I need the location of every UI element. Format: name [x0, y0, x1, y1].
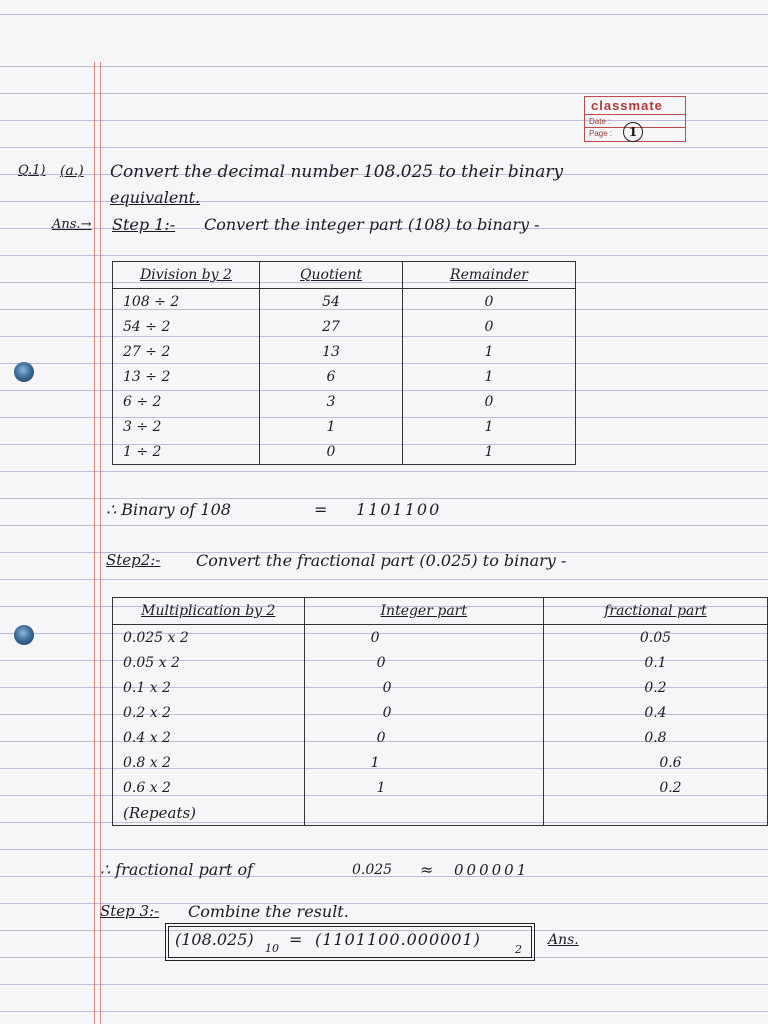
table-row: [113, 625, 768, 651]
table-row: [113, 650, 768, 675]
binary-108-value: 1101100: [356, 500, 442, 519]
step2-text: Convert the fractional part (0.025) to binary -: [196, 551, 567, 570]
table-cell: 1: [304, 775, 543, 800]
decimal-base-subscript: 10: [265, 942, 279, 955]
fractional-result-value: 000001: [454, 861, 530, 879]
final-equals: =: [289, 930, 303, 949]
binder-hole-bottom: [14, 625, 34, 645]
column-header: Multiplication by 2: [113, 598, 305, 625]
column-header: Remainder: [403, 262, 576, 289]
fractional-result-number: 0.025: [352, 862, 393, 878]
final-binary: (1101100.000001): [315, 930, 481, 949]
table-cell: 0: [403, 389, 576, 414]
table-cell: 0.2 x 2: [113, 700, 305, 725]
table-cell: 0.1 x 2: [113, 675, 305, 700]
table-cell: 0.6 x 2: [113, 775, 305, 800]
table-cell: 13 ÷ 2: [113, 364, 260, 389]
table-cell: 0: [304, 700, 543, 725]
table-cell: 6: [260, 364, 403, 389]
question-number: Q.1): [18, 163, 46, 178]
table-cell: 13: [260, 339, 403, 364]
table-cell: 0: [304, 675, 543, 700]
page-number: 1: [623, 122, 643, 142]
table-row: [113, 289, 576, 315]
fractional-result-label: ∴ fractional part of: [100, 860, 254, 879]
table-row: [113, 775, 768, 800]
notebook-header-box: [584, 96, 686, 142]
step3-label: Step 3:-: [100, 902, 160, 920]
table-cell: 1: [304, 750, 543, 775]
table-cell: 3 ÷ 2: [113, 414, 260, 439]
column-header: Division by 2: [113, 262, 260, 289]
brand-logo: classmate: [585, 97, 685, 115]
table-cell: 1: [403, 364, 576, 389]
table-cell: 0: [403, 314, 576, 339]
table-row: [113, 700, 768, 725]
answer-mark: Ans.: [548, 932, 579, 948]
table-header-row: [113, 262, 576, 289]
table-cell: 0: [260, 439, 403, 465]
table-cell: 0.05: [543, 625, 767, 651]
table-cell: 54: [260, 289, 403, 315]
question-text-line1: Convert the decimal number 108.025 to their binary: [110, 162, 564, 182]
page-label: Page :: [589, 129, 613, 138]
table-cell: 1: [260, 414, 403, 439]
table-cell: 3: [260, 389, 403, 414]
table-cell: 1: [403, 339, 576, 364]
table-row: [113, 364, 576, 389]
table-cell: 0.4 x 2: [113, 725, 305, 750]
table-cell: 0: [304, 625, 543, 651]
final-decimal: (108.025): [175, 930, 254, 949]
date-label: Date :: [589, 117, 611, 126]
division-table: [112, 261, 576, 465]
step3-text: Combine the result.: [188, 902, 349, 921]
table-cell: 0.8: [543, 725, 767, 750]
column-header: Integer part: [304, 598, 543, 625]
table-cell: 0.8 x 2: [113, 750, 305, 775]
margin-line-outer: [94, 62, 95, 1024]
question-part: (a.): [60, 163, 84, 179]
table-row: [113, 339, 576, 364]
binder-hole-top: [14, 362, 34, 382]
step1-label: Step 1:-: [112, 215, 176, 234]
table-cell: 0: [403, 289, 576, 315]
table-cell: 27 ÷ 2: [113, 339, 260, 364]
table-cell: (Repeats): [113, 800, 305, 826]
multiplication-table: [112, 597, 768, 826]
table-cell: 0.025 x 2: [113, 625, 305, 651]
table-cell: 0: [304, 725, 543, 750]
table-cell: 6 ÷ 2: [113, 389, 260, 414]
table-row: [113, 414, 576, 439]
step2-label: Step2:-: [106, 551, 161, 569]
table-row: [113, 750, 768, 775]
table-cell: 0: [304, 650, 543, 675]
table-row: [113, 675, 768, 700]
table-row: [113, 389, 576, 414]
table-cell: 0.2: [543, 675, 767, 700]
table-cell: 0.6: [543, 750, 767, 775]
answer-label: Ans.→: [52, 217, 92, 232]
table-row: [113, 800, 768, 826]
table-cell: 108 ÷ 2: [113, 289, 260, 315]
table-cell: 0.05 x 2: [113, 650, 305, 675]
table-row: [113, 439, 576, 465]
table-row: [113, 725, 768, 750]
question-text-line2: equivalent.: [110, 188, 201, 207]
table-cell: 0.1: [543, 650, 767, 675]
table-cell: 1 ÷ 2: [113, 439, 260, 465]
binary-base-subscript: 2: [515, 943, 522, 956]
fractional-result-approx: ≈: [420, 860, 434, 879]
table-header-row: [113, 598, 768, 625]
step1-text: Convert the integer part (108) to binary -: [204, 215, 540, 234]
table-cell: [304, 800, 543, 826]
table-cell: 1: [403, 439, 576, 465]
final-answer-box: [168, 926, 532, 958]
table-cell: 27: [260, 314, 403, 339]
table-cell: 0.4: [543, 700, 767, 725]
table-cell: 0.2: [543, 775, 767, 800]
column-header: fractional part: [543, 598, 767, 625]
margin-line-inner: [100, 62, 101, 1024]
binary-108-equals: =: [314, 500, 328, 519]
column-header: Quotient: [260, 262, 403, 289]
table-cell: 54 ÷ 2: [113, 314, 260, 339]
table-row: [113, 314, 576, 339]
table-cell: [543, 800, 767, 826]
table-cell: 1: [403, 414, 576, 439]
binary-108-label: ∴ Binary of 108: [106, 500, 231, 519]
